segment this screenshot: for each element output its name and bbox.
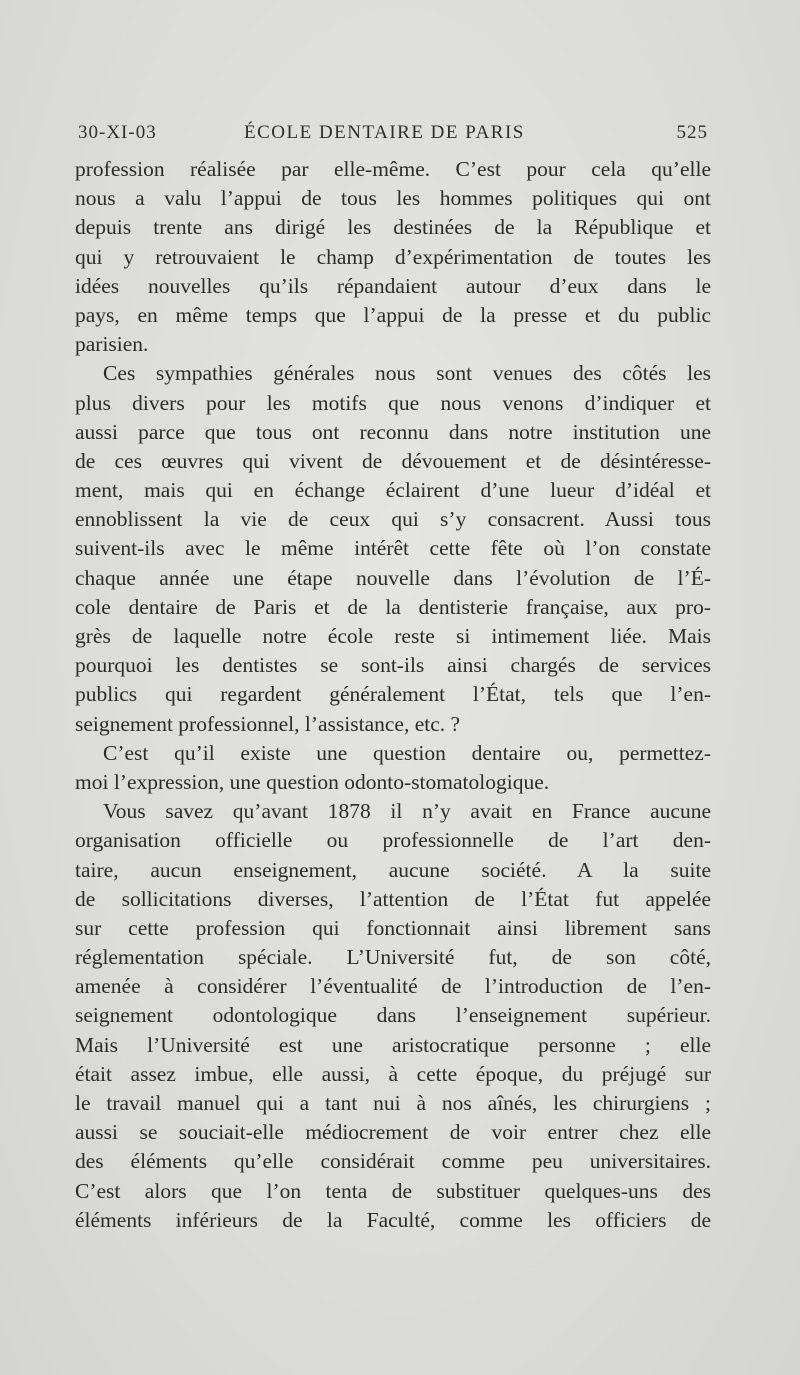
text-line: qui y retrouvaient le champ d’expérimentation de toutes les [75,244,711,269]
text-line: taire, aucun enseignement, aucune société. A la suite [75,857,711,882]
text-line: grès de laquelle notre école reste si intimement liée. Mais [75,624,711,648]
text-line: plus divers pour les motifs que nous venons d’indiquer et [75,390,711,415]
running-header [78,122,708,152]
text-line: était assez imbue, elle aussi, à cette époque, du préjugé sur [75,1061,711,1086]
page-number: 525 [676,122,708,143]
text-line: seignement odontologique dans l’enseignement supérieur. [75,1003,711,1028]
text-line: idées nouvelles qu’ils répandaient autour d’eux dans le [75,273,711,298]
text-line: publics qui regardent généralement l’État, tels que l’en- [75,682,711,707]
text-line: moi l’expression, une question odonto-stomatologique. [75,769,550,794]
text-line: pays, en même temps que l’appui de la presse et du public [75,302,711,327]
text-line: Vous savez qu’avant 1878 il n’y avait en France aucune [103,799,711,824]
header-title: ÉCOLE DENTAIRE DE PARIS [244,122,525,143]
text-line: amenée à considérer l’éventualité de l’introduction de l’en- [75,974,711,999]
text-line: Ces sympathies générales nous sont venues des côtés les [103,361,711,386]
text-line: C’est qu’il existe une question dentaire ou, permettez- [103,740,711,765]
text-line: des éléments qu’elle considérait comme peu universitaires. [75,1149,711,1174]
text-line: organisation officielle ou professionnelle de l’art den- [75,828,711,853]
text-line: chaque année une étape nouvelle dans l’évolution de l’É- [75,565,711,590]
text-line: seignement professionnel, l’assistance, etc. ? [75,711,461,736]
text-line: de ces œuvres qui vivent de dévouement et de désintéresse- [75,448,711,473]
text-line: suivent-ils avec le même intérêt cette fête où l’on constate [75,536,711,561]
text-line: aussi parce que tous ont reconnu dans notre institution une [75,419,711,444]
text-line: pourquoi les dentistes se sont-ils ainsi chargés de services [75,653,711,678]
text-line: ennoblissent la vie de ceux qui s’y consacrent. Aussi tous [75,507,711,532]
text-line: éléments inférieurs de la Faculté, comme les officiers de [75,1207,711,1232]
text-line: de sollicitations diverses, l’attention de l’État fut appelée [75,886,711,911]
text-line: profession réalisée par elle-même. C’est pour cela qu’elle [75,157,711,181]
text-line: cole dentaire de Paris et de la dentisterie française, aux pro- [75,594,711,619]
text-line: le travail manuel qui a tant nui à nos aînés, les chirurgiens ; [75,1091,711,1115]
text-line: parisien. [75,332,149,357]
text-line: ment, mais qui en échange éclairent d’une lueur d’idéal et [75,478,711,503]
header-date: 30-XI-03 [78,122,157,143]
text-line: Mais l’Université est une aristocratique personne ; elle [75,1032,711,1057]
body-text [75,155,711,1235]
text-line: nous a valu l’appui de tous les hommes politiques qui ont [75,186,711,211]
text-line: depuis trente ans dirigé les destinées de la République et [75,215,711,240]
text-line: sur cette profession qui fonctionnait ainsi librement sans [75,915,711,940]
text-line: aussi se souciait-elle médiocrement de voir entrer chez elle [75,1120,711,1145]
text-line: C’est alors que l’on tenta de substituer quelques-uns des [75,1178,711,1203]
text-line: réglementation spéciale. L’Université fut, de son côté, [75,945,711,970]
